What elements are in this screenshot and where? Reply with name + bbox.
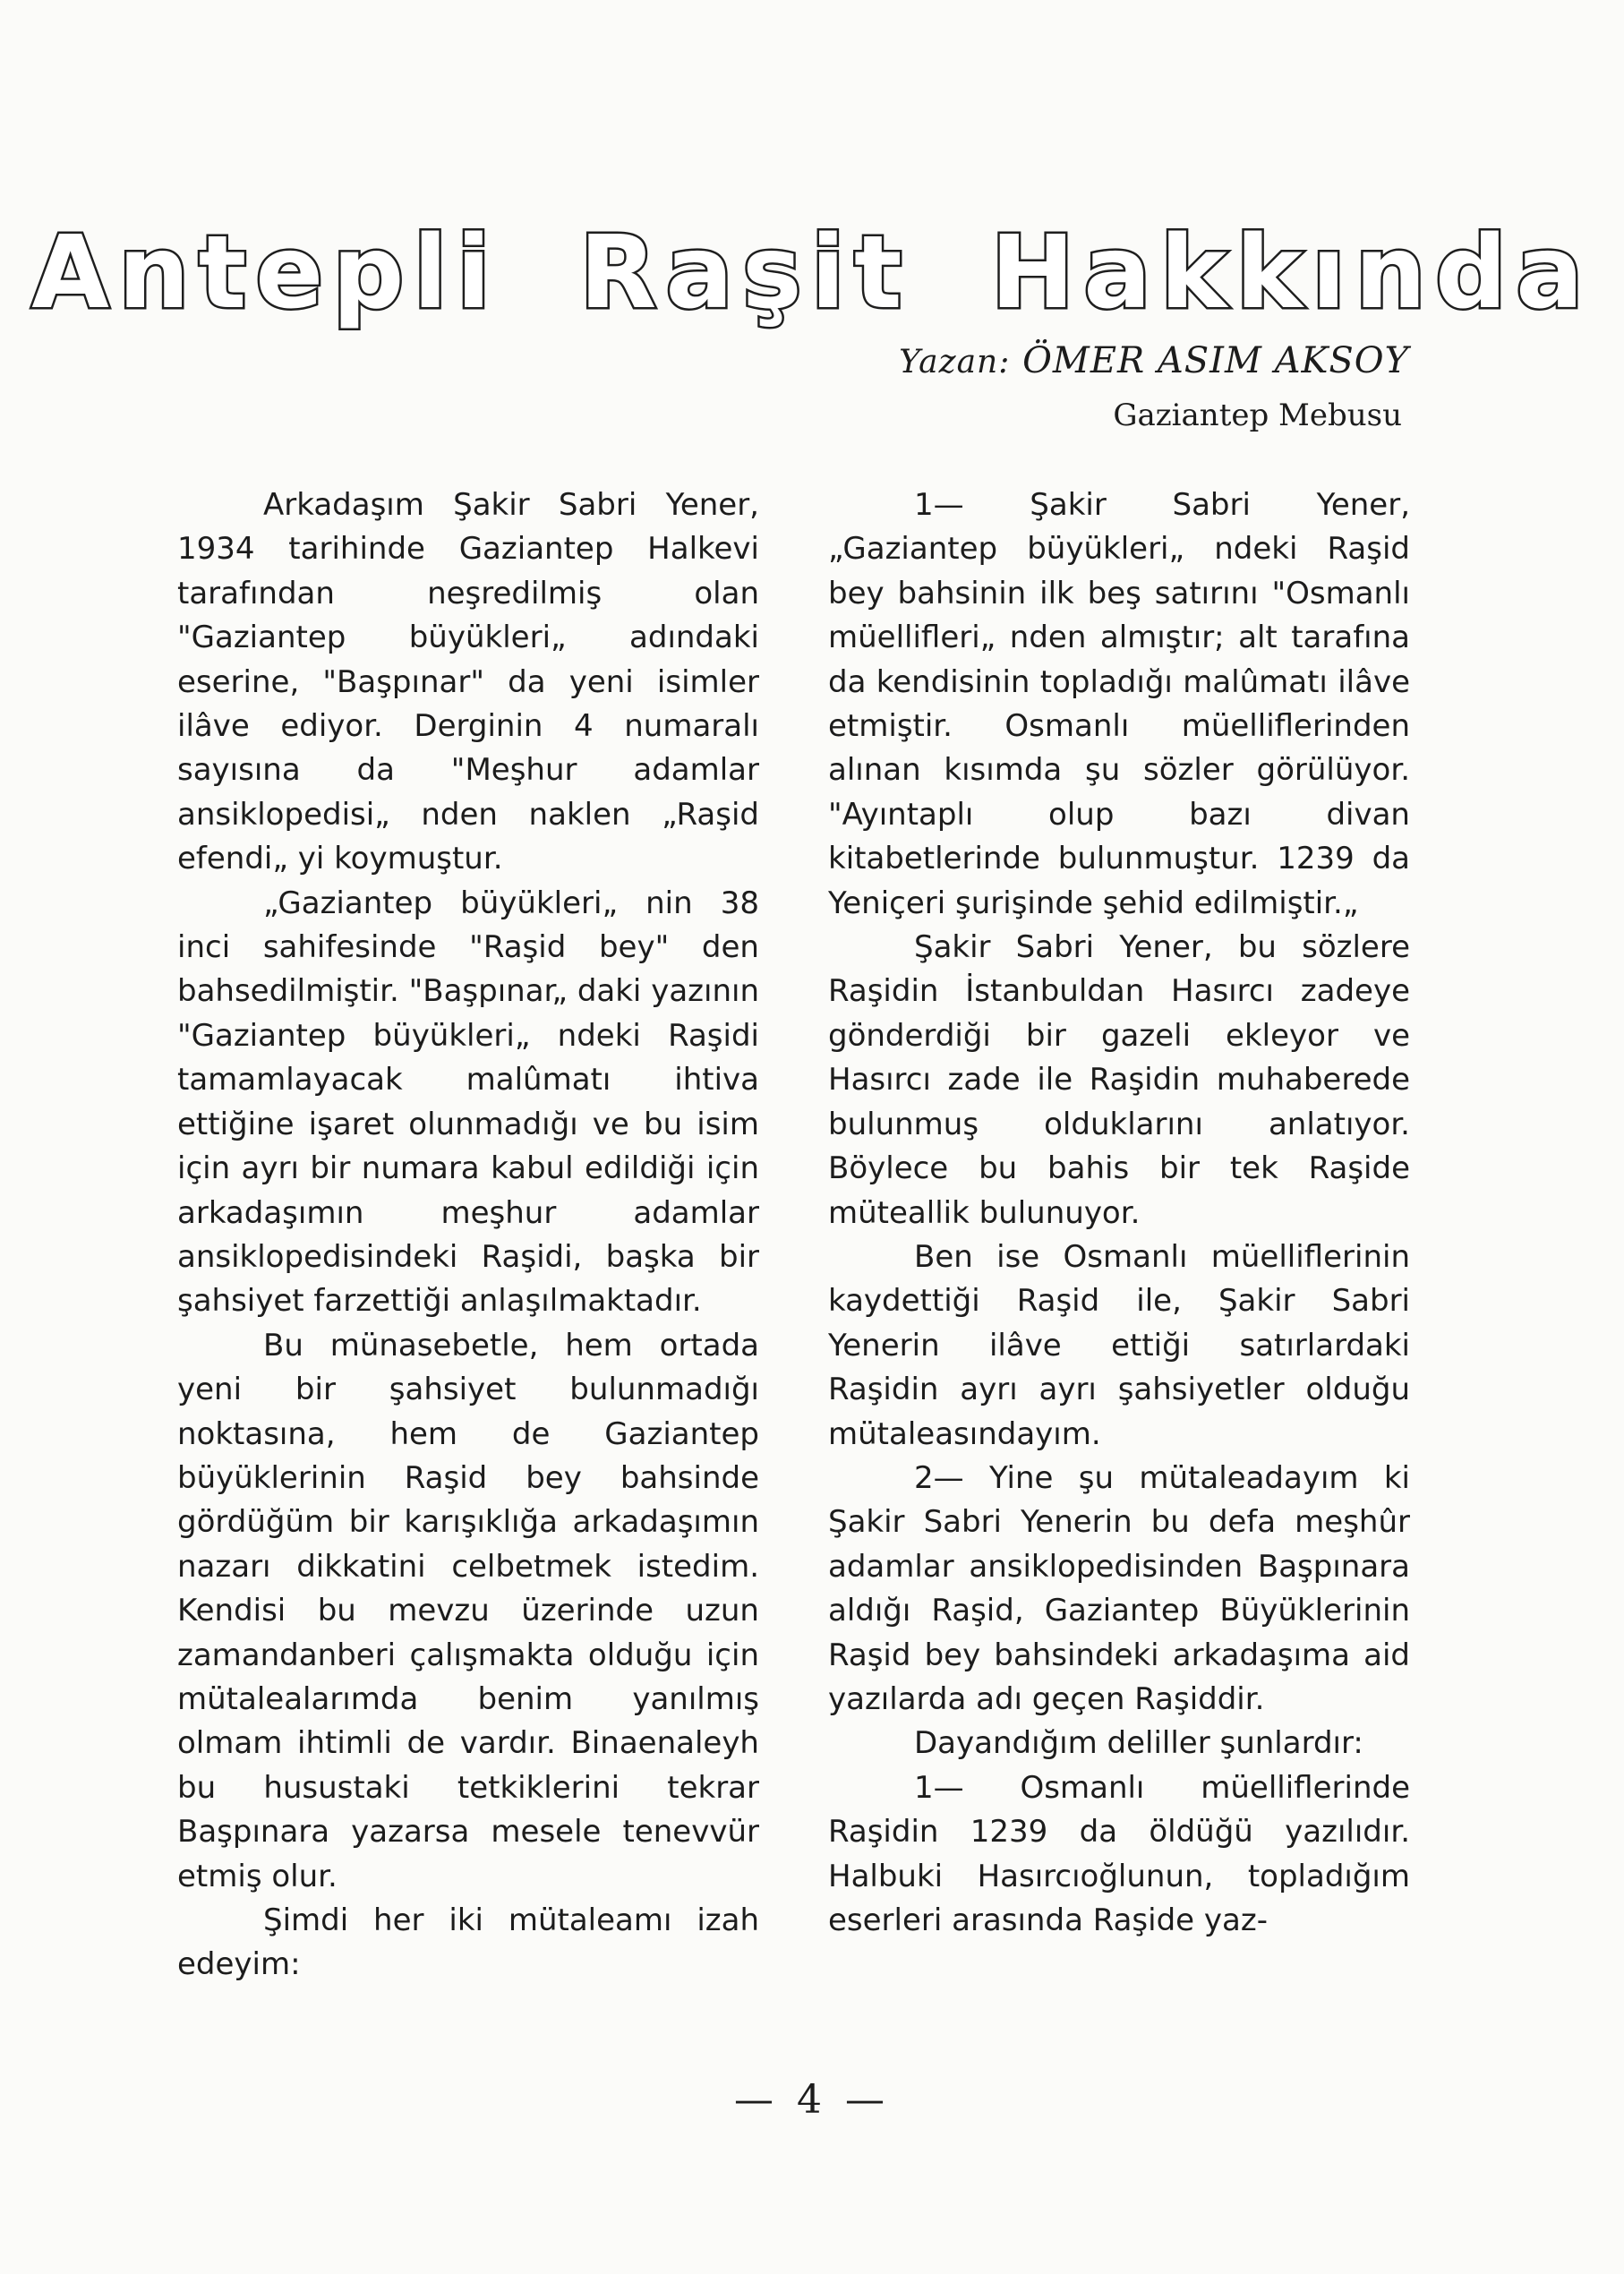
byline-prefix: Yazan:: [899, 344, 1011, 380]
article-title: Antepli Raşit Hakkında: [31, 215, 1593, 331]
paragraph: Dayandığım deliller şunlardır:: [914, 1725, 1363, 1762]
paragraph: Bu münasebetle, hem ortada yeni bir şahsiyet bulunmadığı noktasına, hem de Gaziantep büyüklerinin Raşid bey bahsinde gördüğüm bir karışıklığa arkadaşımın nazarı dikkatini celbetmek istedim. Kendisi bu mevzu üzerinde uzun zamandanberi çalışmakta olduğu için mütalealarımda benim yanılmış olmam ihtimli de vardır. Binaenaleyh bu husustaki tetkiklerini tekrar Başpınara yazarsa mesele tenevvür etmiş olur.: [177, 1327, 759, 1894]
left-column: [177, 483, 759, 1988]
paragraph: Arkadaşım Şakir Sabri Yener, 1934 tarihinde Gaziantep Halkevi tarafından neşredilmiş olan "Gaziantep büyükleri„ adındaki eserine, "Başpınar" da yeni isimler ilâve ediyor. Derginin 4 numaralı sayısına da "Meşhur adamlar ansiklopedisi„ nden naklen „Raşid efendi„ yi koymuştur.: [177, 487, 759, 877]
page-number: — 4 —: [734, 2077, 890, 2123]
right-column: [828, 483, 1410, 1943]
byline: [899, 340, 1409, 433]
paragraph: „Gaziantep büyükleri„ nin 38 inci sahifesinde "Raşid bey" den bahsedilmiştir. "Başpınar„ daki yazının "Gaziantep büyükleri„ ndeki Raşidi tamamlayacak malûmatı ihtiva ettiğine işaret olunmadığı ve bu isim için ayrı bir numara kabul edildiği için arkadaşımın meşhur adamlar ansiklopedisindeki Raşidi, başka bir şahsiyet farzettiği anlaşılmaktadır.: [177, 885, 759, 1320]
paragraph: Ben ise Osmanlı müelliflerinin kaydettiği Raşid ile, Şakir Sabri Yenerin ilâve ettiği satırlardaki Raşidin ayrı ayrı şahsiyetler olduğu mütaleasındayım.: [828, 1238, 1410, 1452]
paragraph: 2— Yine şu mütaleadayım ki Şakir Sabri Yenerin bu defa meşhûr adamlar ansiklopedisinden Başpınara aldığı Raşid, Gaziantep Büyüklerinin Raşid bey bahsindeki arkadaşıma aid yazılarda adı geçen Raşiddir.: [828, 1459, 1410, 1717]
paragraph: 1— Osmanlı müelliflerinde Raşidin 1239 da öldüğü yazılıdır. Halbuki Hasırcıoğlunun, topladığım eserleri arasında Raşide yaz-: [828, 1769, 1410, 1938]
author-name: ÖMER ASIM AKSOY: [1022, 340, 1409, 381]
paragraph: 1— Şakir Sabri Yener, „Gaziantep büyükleri„ ndeki Raşid bey bahsinin ilk beş satırını "Osmanlı müellifleri„ nden almıştır; alt tarafına da kendisinin topladığı malûmatı ilâve etmiştir. Osmanlı müelliflerinden alınan kısımda şu sözler görülüyor. "Ayıntaplı olup bazı divan kitabetlerinde bulunmuştur. 1239 da Yeniçeri şurişinde şehid edilmiştir.„: [828, 487, 1410, 921]
author-role: Gaziantep Mebusu: [1113, 398, 1402, 433]
paragraph: Şakir Sabri Yener, bu sözlere Raşidin İstanbuldan Hasırcı zadeye gönderdiği bir gazeli ekleyor ve Hasırcı zade ile Raşidin muhaberede bulunmuş olduklarını anlatıyor. Böylece bu bahis bir tek Raşide müteallik bulunuyor.: [828, 929, 1410, 1231]
byline-author-line: [899, 340, 1409, 381]
paragraph: Şimdi her iki mütaleamı izah edeyim:: [177, 1902, 759, 1983]
